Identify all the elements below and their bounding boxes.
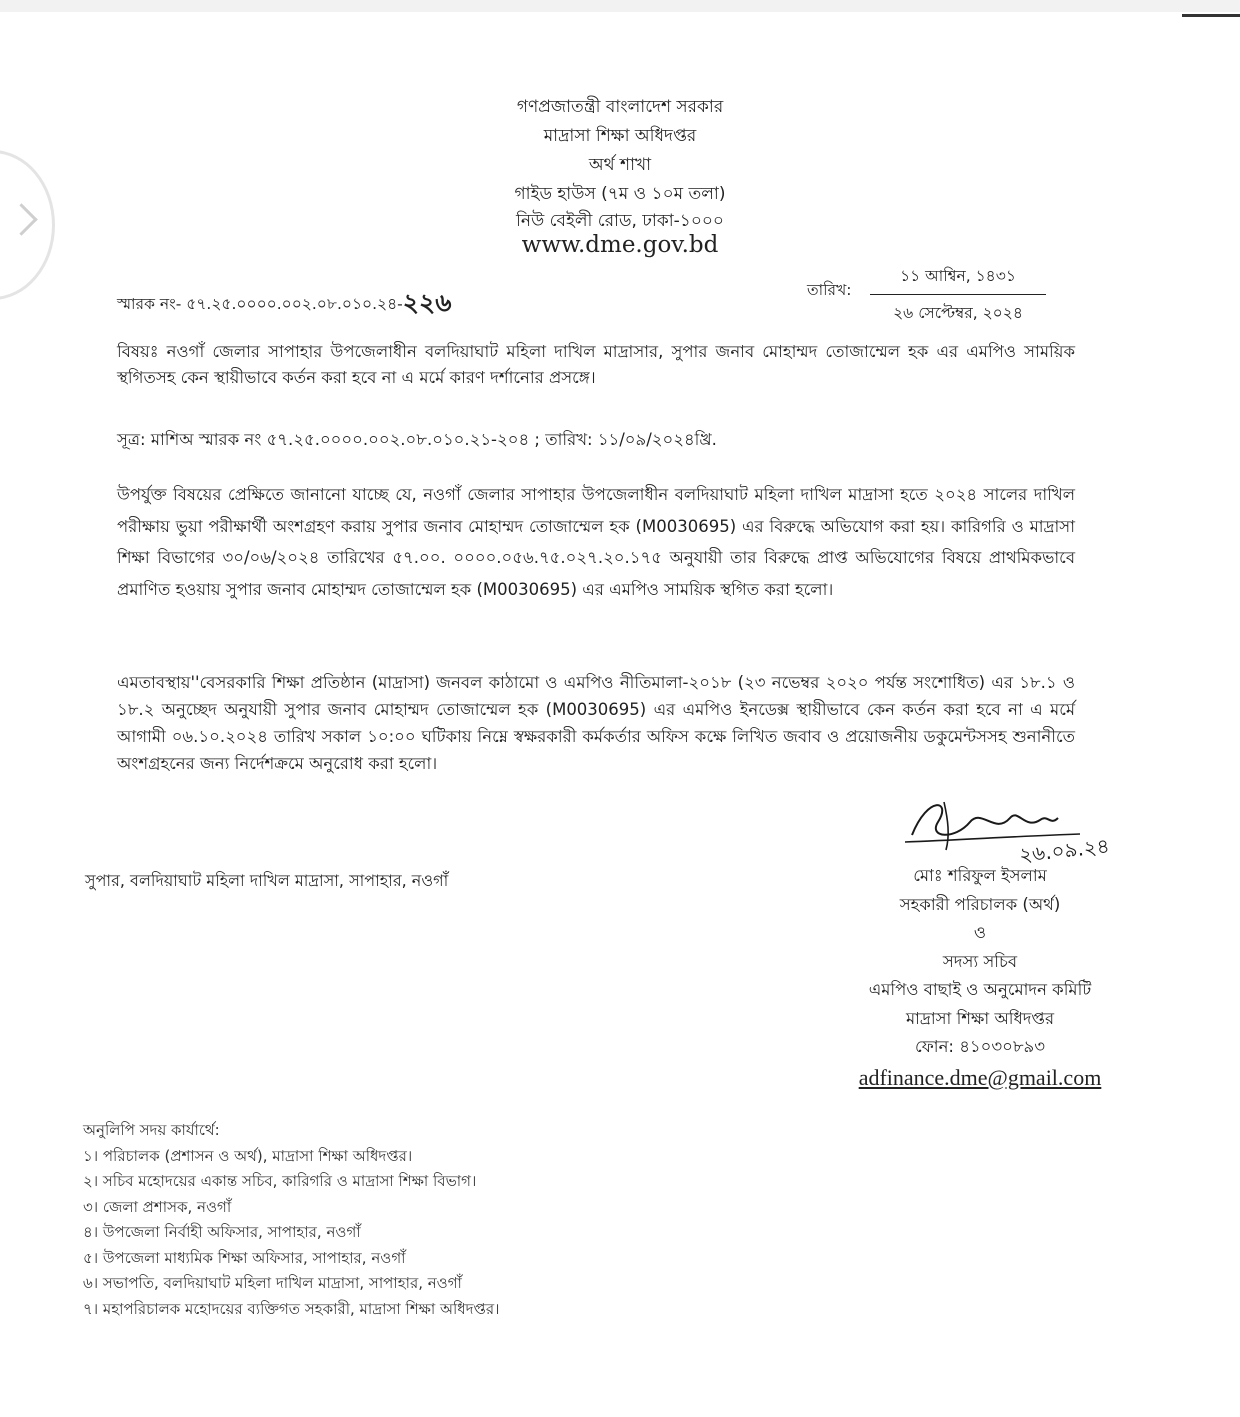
memo-prefix: স্মারক নং- ৫৭.২৫.০০০০.০০২.০৮.০১০.২৪- xyxy=(117,295,403,313)
copy-item: ৬। সভাপতি, বলদিয়াঘাট মহিলা দাখিল মাদ্রাসা, সাপাহার, নওগাঁ xyxy=(83,1274,462,1292)
signatory-committee: এমপিও বাছাই ও অনুমোদন কমিটি xyxy=(868,980,1092,999)
signatory-email-link[interactable]: adfinance.dme@gmail.com xyxy=(858,1064,1102,1090)
paragraph-1: উপর্যুক্ত বিষয়ের প্রেক্ষিতে জানানো যাচ্ছে যে, নওগাঁ জেলার সাপাহার উপজেলাধীন বলদিয়াঘাট মহিলা দাখিল মাদ্রাসা হতে ২০২৪ সালের দাখিল পরীক্ষায় ভুয়া পরীক্ষার্থী অংশগ্রহণ করায় সুপার জনাব মোহাম্মদ তোজাম্মেল হক (M0030695) এর বিরুদ্ধে অভিযোগ করা হয়। কারিগরি ও মাদ্রাসা শিক্ষা বিভাগের ৩০/০৬/২০২৪ তারিখের ৫৭.০০. ০০০০.০৫৬.৭৫.০২৭.২০.১৭৫ অনুযায়ী তার বিরুদ্ধে প্রাপ্ত অভিযোগের বিষয়ে প্রাথমিকভাবে প্রমাণিত হওয়ায় সুপার জনাব মোহাম্মদ তোজাম্মেল হক (M0030695) এর এমপিও সাময়িক স্থগিত করা হলো। xyxy=(117,485,1075,599)
copy-item: ৭। মহাপরিচালক মহোদয়ের ব্যক্তিগত সহকারী, মাদ্রাসা শিক্ষা অধিদপ্তর। xyxy=(83,1299,500,1318)
date-block xyxy=(870,264,1046,327)
viewer-top-bar xyxy=(0,0,1240,12)
date-label: তারিখ: xyxy=(807,281,852,299)
signature-image xyxy=(900,790,1160,870)
website-link[interactable]: www.dme.gov.bd xyxy=(521,232,719,258)
reference: সূত্র: মাশিঅ স্মারক নং ৫৭.২৫.০০০০.০০২.০৮.০১০.২১-২০৪ ; তারিখ: ১১/০৯/২০২৪খ্রি. xyxy=(117,430,717,449)
copy-list xyxy=(83,1118,500,1322)
letterhead-line: গাইড হাউস (৭ম ও ১০ম তলা) xyxy=(514,184,726,204)
paragraph-2: এমতাবস্থায়''বেসরকারি শিক্ষা প্রতিষ্ঠান (মাদ্রাসা) জনবল কাঠামো ও এমপিও নীতিমালা-২০১৮ (২৩ নভেম্বর ২০২০ পর্যন্ত সংশোধিত) এর ১৮.১ ও ১৮.২ অনুচ্ছেদ অনুযায়ী সুপার জনাব মোহাম্মদ তোজাম্মেল হক (M0030695) এর এমপিও ইনডেক্স স্থায়ীভাবে কেন কর্তন করা হবে না এ মর্মে আগামী ০৬.১০.২০২৪ তারিখ সকাল ১০:০০ ঘটিকায় নিম্নে স্বক্ষরকারী কর্মকর্তার অফিস কক্ষে লিখিত জবাব ও প্রয়োজনীয় ডকুমেন্টসসহ শুনানীতে অংশগ্রহনের জন্য নির্দেশক্রমে অনুরোধ করা হলো। xyxy=(117,673,1075,773)
signatory-phone: ফোন: ৪১০৩০৮৯৩ xyxy=(915,1037,1045,1056)
edge-line xyxy=(1182,14,1240,17)
copy-item: ৫। উপজেলা মাধ্যমিক শিক্ষা অফিসার, সাপাহার, নওগাঁ xyxy=(83,1248,406,1267)
letterhead-line: গণপ্রজাতন্ত্রী বাংলাদেশ সরকার xyxy=(516,97,724,117)
recipient: সুপার, বলদিয়াঘাট মহিলা দাখিল মাদ্রাসা, সাপাহার, নওগাঁ xyxy=(85,871,449,890)
signature-block xyxy=(830,862,1130,1094)
copy-item: ২। সচিব মহোদয়ের একান্ত সচিব, কারিগরি ও মাদ্রাসা শিক্ষা বিভাগ। xyxy=(83,1172,477,1190)
copy-item: ৪। উপজেলা নির্বাহী অফিসার, সাপাহার, নওগাঁ xyxy=(83,1223,361,1241)
signatory-designation: সহকারী পরিচালক (অর্থ) xyxy=(899,894,1061,914)
copy-item: ১। পরিচালক (প্রশাসন ও অর্থ), মাদ্রাসা শিক্ষা অধিদপ্তর। xyxy=(83,1146,413,1165)
memo-number xyxy=(117,283,452,326)
signature-date: ২৬.০৯.২৪ xyxy=(1018,833,1111,867)
copy-item: ৩। জেলা প্রশাসক, নওগাঁ xyxy=(83,1197,232,1216)
letterhead-line: নিউ বেইলী রোড, ঢাকা-১০০০ xyxy=(516,211,724,231)
signatory-name: মোঃ শরিফুল ইসলাম xyxy=(913,866,1047,885)
date-english: ২৬ সেপ্টেম্বর, ২০২৪ xyxy=(893,304,1023,322)
signatory-and: ও xyxy=(973,923,987,942)
memo-serial: ২২৬ xyxy=(402,288,452,317)
subject: বিষয়ঃ নওগাঁ জেলার সাপাহার উপজেলাধীন বলদিয়াঘাট মহিলা দাখিল মাদ্রাসার, সুপার জনাব মোহাম্মদ তোজাম্মেল হক এর এমপিও সাময়িক স্থগিতসহ কেন স্থায়ীভাবে কর্তন করা হবে না এ মর্মে কারণ দর্শানোর প্রসঙ্গে। xyxy=(117,342,1075,387)
letterhead-line: মাদ্রাসা শিক্ষা অধিদপ্তর xyxy=(543,126,697,146)
signatory-office: মাদ্রাসা শিক্ষা অধিদপ্তর xyxy=(905,1008,1055,1028)
signatory-role: সদস্য সচিব xyxy=(942,951,1018,971)
date-bangla: ১১ আশ্বিন, ১৪৩১ xyxy=(870,264,1046,295)
copy-heading: অনুলিপি সদয় কার্যার্থে: xyxy=(83,1121,220,1139)
letterhead-line: অর্থ শাখা xyxy=(588,155,652,175)
